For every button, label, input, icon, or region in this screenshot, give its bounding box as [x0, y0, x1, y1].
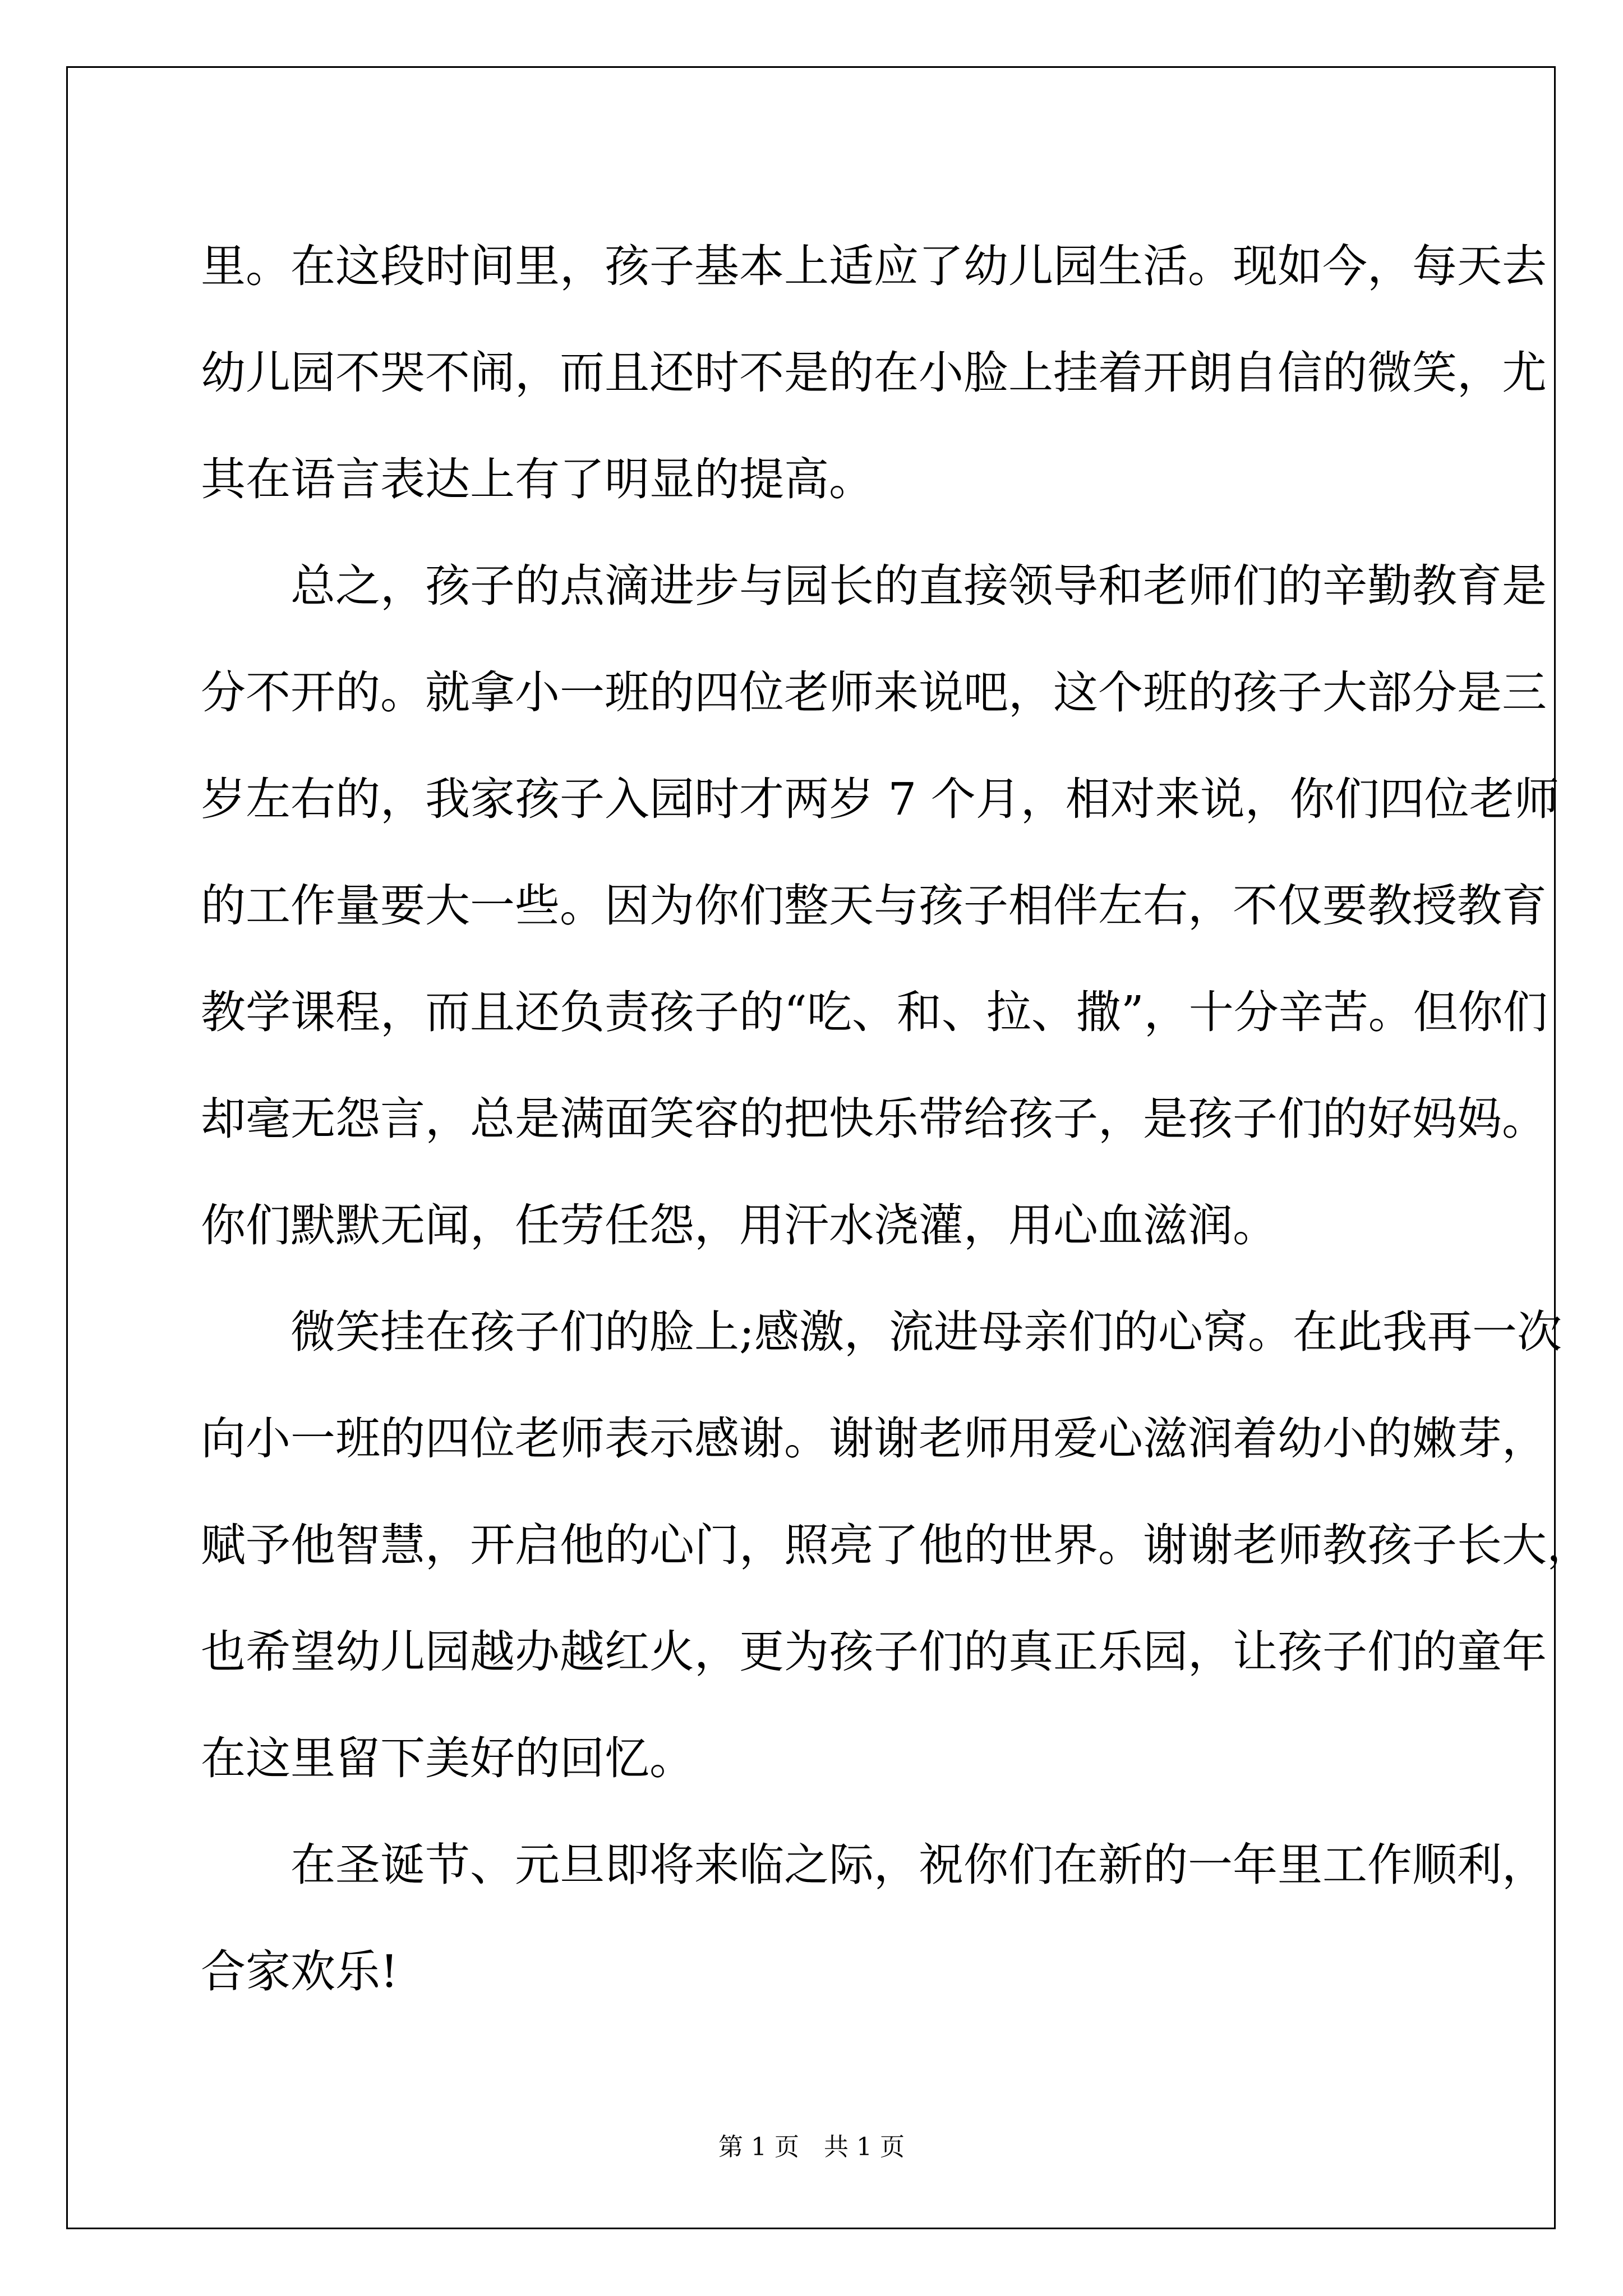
text-line: 在圣诞节、元旦即将来临之际，祝你们在新的一年里工作顺利，	[201, 1839, 1547, 1891]
text-line: 里。在这段时间里，孩子基本上适应了幼儿园生活。现如今，每天去	[201, 240, 1547, 292]
text-line: 总之，孩子的点滴进步与园长的直接领导和老师们的辛勤教育是	[201, 560, 1547, 612]
text-line: 合家欢乐!	[201, 1945, 399, 1998]
text-line: 分不开的。就拿小一班的四位老师来说吧，这个班的孩子大部分是三	[201, 666, 1547, 719]
text-line: 微笑挂在孩子们的脸上;感激，流进母亲们的心窝。在此我再一次	[201, 1306, 1562, 1358]
text-line: 岁左右的，我家孩子入园时才两岁 7 个月，相对来说，你们四位老师	[201, 773, 1559, 825]
page-number-footer: 第 1 页 共 1 页	[718, 2133, 905, 2161]
text-line: 也希望幼儿园越办越红火，更为孩子们的真正乐园，让孩子们的童年	[201, 1626, 1547, 1678]
text-line: 却毫无怨言，总是满面笑容的把快乐带给孩子，是孩子们的好妈妈。	[201, 1093, 1547, 1145]
text-line: 幼儿园不哭不闹，而且还时不是的在小脸上挂着开朗自信的微笑，尤	[201, 347, 1547, 399]
text-line: 的工作量要大一些。因为你们整天与孩子相伴左右，不仅要教授教育	[201, 880, 1547, 932]
text-line: 向小一班的四位老师表示感谢。谢谢老师用爱心滋润着幼小的嫩芽，	[201, 1412, 1547, 1465]
text-line: 你们默默无闻，任劳任怨，用汗水浇灌，用心血滋润。	[201, 1199, 1278, 1251]
text-line: 赋予他智慧，开启他的心门，照亮了他的世界。谢谢老师教孩子长大，	[201, 1519, 1592, 1571]
text-line: 在这里留下美好的回忆。	[201, 1732, 694, 1784]
text-line: 其在语言表达上有了明显的提高。	[201, 453, 874, 505]
document-body	[201, 213, 1592, 2025]
text-line: 教学课程，而且还负责孩子的“吃、和、拉、撒”，十分辛苦。但你们	[201, 986, 1548, 1038]
